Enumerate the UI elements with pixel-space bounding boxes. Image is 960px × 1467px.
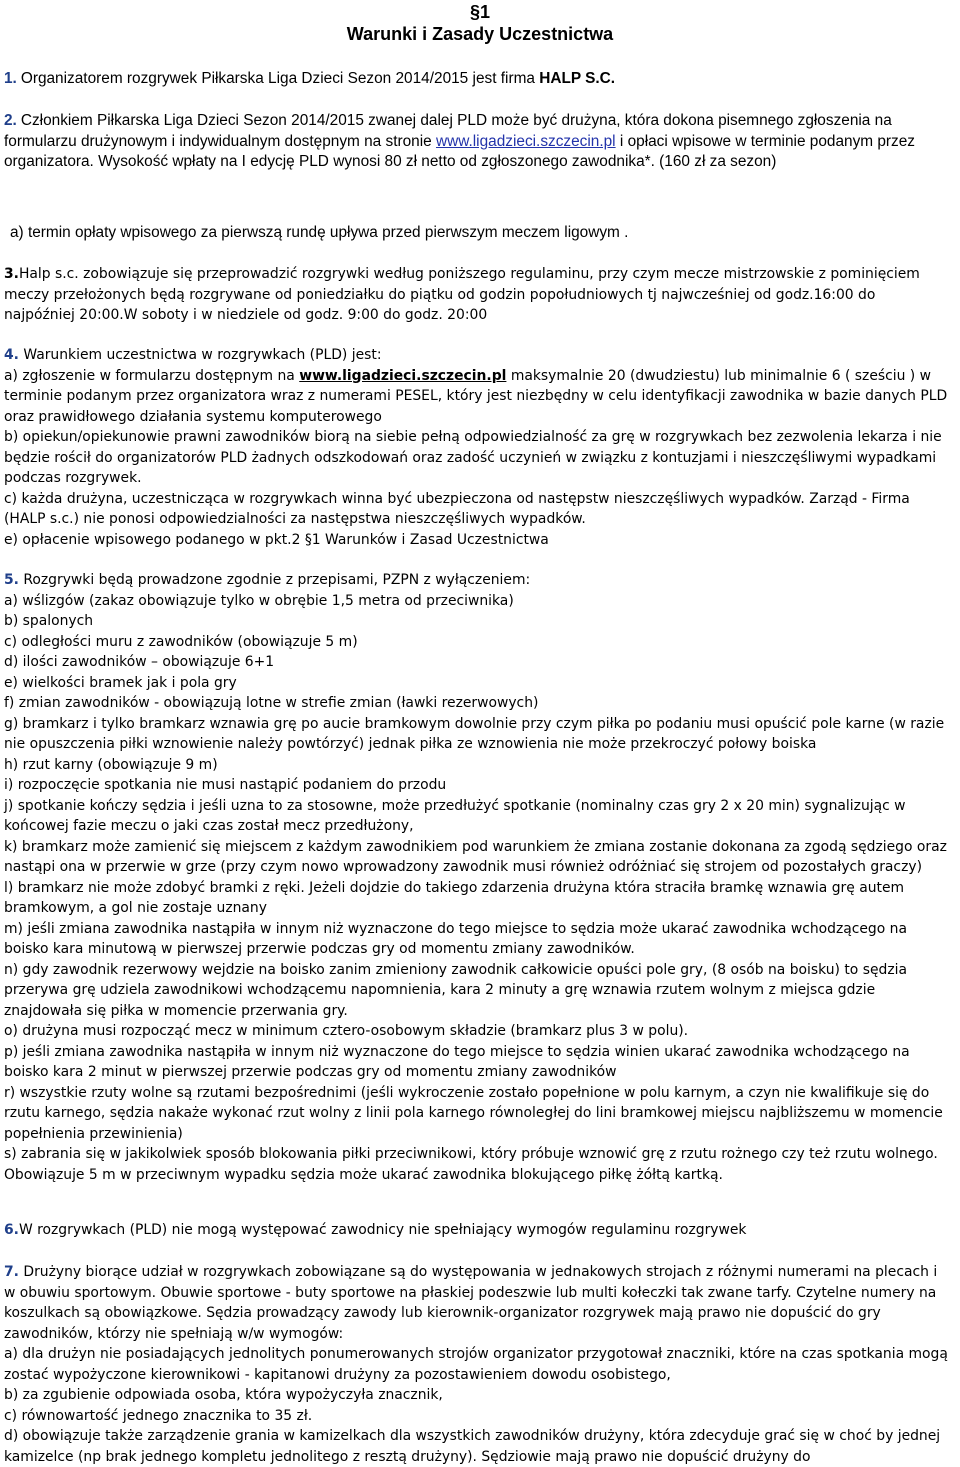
paragraph-text: i opłaci wpisowe w terminie podanym przez organizatora. Wysokość wpłaty na I edycję PLD wynosi 80 zł netto od zgłoszonego zawodnika*. (160 zł za sezon) (4, 132, 915, 171)
paragraph-number: 7. (4, 1264, 19, 1280)
list-item: b) za zgubienie odpowiada osoba, która wypożyczyła znacznik, (4, 1387, 443, 1403)
list-item: c) równowartość jednego znacznika to 35 zł. (4, 1407, 313, 1424)
paragraph-7-intro (4, 1262, 948, 1344)
paragraph-4 (4, 345, 948, 550)
paragraph-2 (4, 111, 948, 173)
list-item: h) rzut karny (obowiązuje 9 m) (4, 756, 218, 773)
paragraph-text: W rozgrywkach (PLD) nie mogą występować zawodnicy nie spełniający wymogów regulaminu rozgrywek (18, 1222, 747, 1238)
list-item: a) wślizgów (zakaz obowiązuje tylko w obrębie 1,5 metra od przeciwnika) (4, 592, 514, 609)
paragraph-number: 4. (4, 347, 19, 363)
paragraph-2a: a) termin opłaty wpisowego za pierwszą rundę upływa przed pierwszym meczem ligowym . (10, 224, 629, 241)
firm-name: HALP S.C. (539, 70, 616, 87)
paragraph-text: Rozgrywki będą prowadzone zgodnie z przepisami, PZPN z wyłączeniem: (18, 572, 531, 588)
website-link[interactable]: www.ligadzieci.szczecin.pl (299, 367, 507, 384)
paragraph-4-intro (4, 345, 948, 366)
list-item: g) bramkarz i tylko bramkarz wznawia grę po aucie bramkowym dowolnie przy czym piłka po podaniu musi opuścić pole karne (w razie nie opuszczenia piłki wznowienie należy powtórzyć) jednak piłka ze wznowienia nie może przekroczyć połowy boiska (4, 715, 945, 752)
list-item: m) jeśli zmiana zawodnika nastąpiła w innym niż wyznaczone do tego miejsce to sędzia może ukarać zawodnika wchodzącego na boisko kara minutową w pierwszej przerwie podczas gry od momentu zmiany zawodników. (4, 920, 907, 957)
paragraph-text: Drużyny biorące udział w rozgrywkach zobowiązane są do występowania w jednakowych strojach z różnymi numerami na plecach i w obuwiu sportowym. Obuwie sportowe - buty sportowe na płaskiej podeszwie lub multi kołeczki tak zwane tarfy. Czytelne numery na koszulkach są obowiązkowe. Sędzia prowadzący zawody lub kierownik-organizator rozgrywek mają prawo nie dopuścić do gry zawodników, którzy nie spełniają w/w wymogów: (4, 1264, 938, 1342)
website-link[interactable]: www.ligadzieci.szczecin.pl (435, 132, 616, 150)
list-item: j) spotkanie kończy sędzia i jeśli uzna to za stosowne, może przedłużyć spotkanie (nominalny czas gry 2 x 20 min) sygnalizując w końcowej fazie meczu o jaki czas został mecz przedłużony, (4, 797, 906, 834)
paragraph-5-intro (4, 570, 948, 591)
paragraph-text: Warunkiem uczestnictwa w rozgrywkach (PLD) jest: (18, 347, 382, 363)
paragraph-7 (4, 1262, 948, 1467)
list-item: n) gdy zawodnik rezerwowy wejdzie na boisko zanim zmieniony zawodnik całkowicie opuści pole gry, (8 osób na boisku) to sędzia przerywa grę udziela zawodnikowi wchodzącemu napomnienia, kara 2 minuty a grę wznawia rzutem wolnym z miejsca gdzie znajdowała się piłka w momencie przerwania gry. (4, 961, 907, 1019)
section-number: §1 (469, 2, 491, 22)
list-item: b) spalonych (4, 613, 94, 629)
list-item: d) ilości zawodników – obowiązuje 6+1 (4, 654, 275, 670)
paragraph-number: 6. (4, 1222, 19, 1238)
list-item: c) każda drużyna, uczestnicząca w rozgrywkach winna być ubezpieczona od następstw nieszczęśliwych wypadków. Zarząd - Firma (HALP s.c.) nie ponosi odpowiedzialności za następstwa nieszczęśliwych wypadków. (4, 490, 910, 527)
list-item: i) rozpoczęcie spotkania nie musi nastąpić podaniem do przodu (4, 777, 447, 793)
list-item: c) odległości muru z zawodników (obowiązuje 5 m) (4, 633, 358, 650)
paragraph-number: 2. (4, 112, 17, 129)
list-item: e) opłacenie wpisowego podanego w pkt.2 §1 Warunków i Zasad Uczestnictwa (4, 531, 549, 548)
paragraph-number: 3. (4, 266, 19, 282)
document-title (0, 0, 960, 45)
list-item: d) obowiązuje także zarządzenie grania w kamizelkach dla wszystkich zawodników drużyny, która zdecyduje grać się w choć by jednej kamizelce (np brak jednego kompletu jednolitego z resztą drużyny). Sędziowie mają prawo nie dopuścić drużyny do (4, 1428, 941, 1465)
paragraph-3 (4, 264, 948, 326)
list-item: b) opiekun/opiekunowie prawni zawodników biorą na siebie pełną odpowiedzialność za grę w rozgrywkach bez zezwolenia lekarza i nie będzie rościł do organizatorów PLD żadnych odszkodowań oraz zadość uczynień w związku z kontuzjami i nieszczęśliwymi wypadkami podczas rozgrywek. (4, 429, 942, 486)
paragraph-number: 5. (4, 572, 19, 588)
list-item: a) dla drużyn nie posiadających jednolitych ponumerowanych strojów organizator przygotował znaczniki, które na czas spotkania mogą zostać wypożyczone kierownikowi - kapitanowi drużyny za pozostawieniem dowodu osobistego, (4, 1346, 948, 1383)
paragraph-1 (4, 69, 948, 90)
paragraph-5 (4, 570, 948, 1185)
list-item: l) bramkarz nie może zdobyć bramki z ręki. Jeżeli dojdzie do takiego zdarzenia drużyna która straciła bramkę wznawia grę autem bramkowym, a gol nie zostaje uznany (4, 879, 905, 916)
list-item: r) wszystkie rzuty wolne są rzutami bezpośrednimi (jeśli wykroczenie zostało popełnione w polu karnym, a czyn nie kwalifikuje się do rzutu karnego, sędzia nakaże wykonać rzut wolny z linii pola karnego równoległej do lini bramkowej miejscu najbliższemu w momencie popełnienia przewinienia) (4, 1084, 943, 1142)
list-item: p) jeśli zmiana zawodnika nastąpiła w innym niż wyznaczone do tego miejsce to sędzia winien ukarać zawodnika wchodzącego na boisko kara 2 minut w pierwszej przerwie podczas gry od momentu zmiany zawodników (4, 1043, 910, 1080)
list-item: f) zmian zawodników - obowiązują lotne w strefie zmian (ławki rezerwowych) (4, 695, 539, 711)
paragraph-number: 1. (4, 70, 17, 87)
list-item: o) drużyna musi rozpocząć mecz w minimum cztero-osobowym składzie (bramkarz plus 3 w polu). (4, 1023, 689, 1039)
section-heading: Warunki i Zasady Uczestnictwa (346, 24, 614, 44)
list-item: k) bramkarz może zamienić się miejscem z każdym zawodnikiem pod warunkiem że zmiana zostanie dokonana za zgodą sędziego oraz nastąpi ona w przerwie w grze (przy czym nowo wprowadzony zawodnik musi również odróżniać się strojem od pozostałych graczy) (4, 838, 947, 875)
paragraph-text: Halp s.c. zobowiązuje się przeprowadzić rozgrywki według poniższego regulaminu, przy czym mecze mistrzowskie z pominięciem meczy przełożonych będą rozgrywane od poniedziałku do piątku od godzin popołudniowych tj najwcześniej od godz.16:00 do najpóźniej 20:00.W soboty i w niedziele od godz. 9:00 do godz. 20:00 (4, 266, 920, 323)
paragraph-text: Członkiem Piłkarska Liga Dzieci Sezon 2014/2015 zwanej dalej PLD może być drużyna, która dokona pisemnego zgłoszenia na formularzu drużynowym i indywidualnym dostępnym na stronie (4, 112, 892, 150)
list-item: a) zgłoszenie w formularzu dostępnym na www.ligadzieci.szczecin.pl maksymalnie 20 (dwudziestu) lub minimalnie 6 ( sześciu ) w terminie podanym przez organizatora wraz z numerami PESEL, który jest niezbędny w celu identyfikacji zawodnika w bazie danych PLD oraz prawidłowego działania systemu komputerowego (4, 367, 948, 425)
paragraph-text: Organizatorem rozgrywek Piłkarska Liga Dzieci Sezon 2014/2015 jest firma (20, 70, 540, 87)
paragraph-6 (4, 1220, 948, 1241)
list-item: s) zabrania się w jakikolwiek sposób blokowania piłki przeciwnikowi, który próbuje wznowić grę z rzutu rożnego czy też rzutu wolnego. Obowiązuje 5 m w przeciwnym wypadku sędzia może ukarać zawodnika blokującego piłkę żółtą kartką. (4, 1146, 938, 1183)
list-item: e) wielkości bramek jak i pola gry (4, 674, 237, 691)
